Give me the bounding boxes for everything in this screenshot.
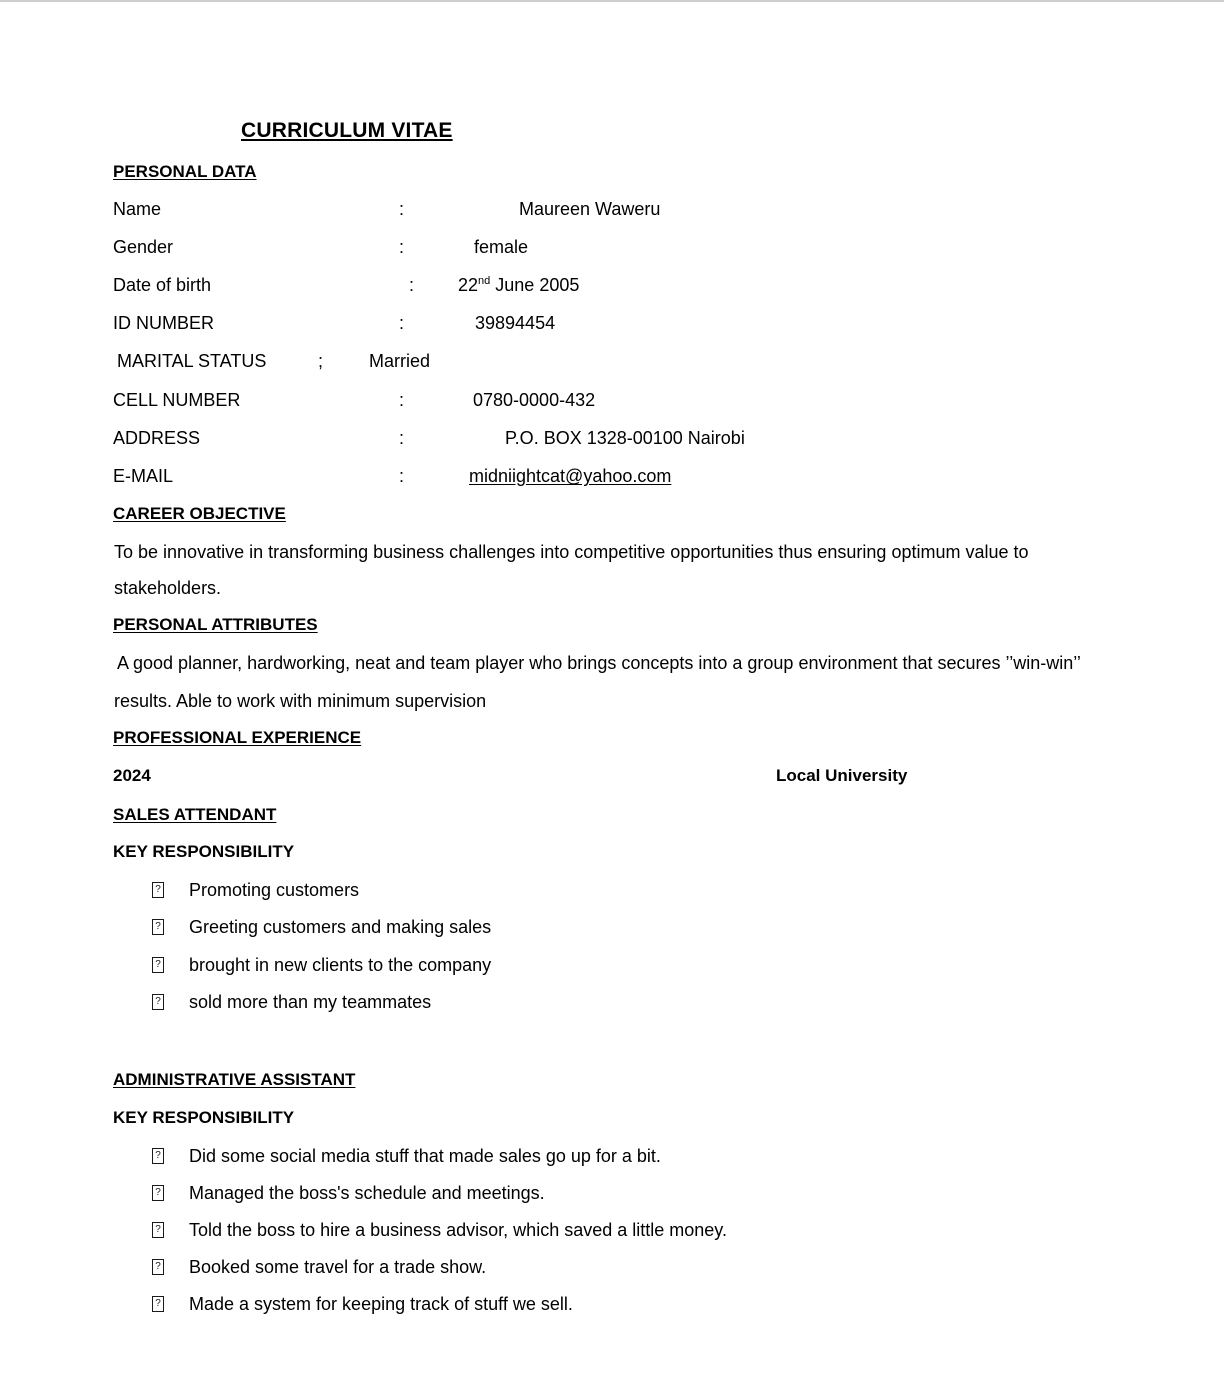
bullet-missing-glyph-icon: ? xyxy=(152,1185,164,1201)
field-row-marital-status xyxy=(0,351,1224,377)
field-value: Married xyxy=(369,351,431,371)
field-separator: : xyxy=(399,466,405,486)
field-label: ADDRESS xyxy=(113,428,201,448)
list-item xyxy=(0,955,1224,981)
list-item-label: Promoting customers xyxy=(189,880,360,900)
email-link[interactable]: midniightcat@yahoo.com xyxy=(469,466,672,486)
field-row-date-of-birth xyxy=(0,275,1224,301)
bullet-missing-glyph-icon: ? xyxy=(152,994,164,1010)
list-item-label: Told the boss to hire a business advisor, which saved a little money. xyxy=(189,1220,727,1240)
section-heading-career-objective: CAREER OBJECTIVE xyxy=(113,504,286,523)
field-separator: : xyxy=(409,275,415,295)
personal-attributes-line: A good planner, hardworking, neat and team player who brings concepts into a group environment that secures ’’win-win’’ xyxy=(117,653,1081,673)
career-objective-line: stakeholders. xyxy=(114,578,222,598)
list-item-label: brought in new clients to the company xyxy=(189,955,492,975)
field-label: ID NUMBER xyxy=(113,313,215,333)
field-label: E-MAIL xyxy=(113,466,174,486)
list-item xyxy=(0,1183,1224,1209)
field-separator: : xyxy=(399,237,405,257)
career-objective-line: To be innovative in transforming business challenges into competitive opportunities thus ensuring optimum value to xyxy=(114,542,1029,562)
field-row-gender xyxy=(0,237,1224,263)
section-heading-personal-attributes: PERSONAL ATTRIBUTES xyxy=(113,615,318,634)
field-separator: : xyxy=(399,313,405,333)
field-separator: : xyxy=(399,390,405,410)
field-separator: ; xyxy=(318,351,324,371)
field-value: P.O. BOX 1328-00100 Nairobi xyxy=(505,428,745,448)
bullet-missing-glyph-icon: ? xyxy=(152,957,164,973)
bullet-missing-glyph-icon: ? xyxy=(152,1148,164,1164)
field-row-id-number xyxy=(0,313,1224,339)
experience-position-title: ADMINISTRATIVE ASSISTANT xyxy=(113,1070,356,1089)
personal-attributes-line: results. Able to work with minimum supervision xyxy=(114,691,487,711)
bullet-missing-glyph-icon: ? xyxy=(152,1296,164,1312)
field-separator: : xyxy=(399,428,405,448)
list-item xyxy=(0,1146,1224,1172)
field-value-month-year: June 2005 xyxy=(490,275,580,295)
list-item xyxy=(0,1220,1224,1246)
field-label: CELL NUMBER xyxy=(113,390,241,410)
experience-position-title: SALES ATTENDANT xyxy=(113,805,277,824)
field-separator: : xyxy=(399,199,405,219)
list-item xyxy=(0,992,1224,1018)
field-value-day: 22 xyxy=(458,275,479,295)
field-row-name xyxy=(0,199,1224,225)
bullet-missing-glyph-icon: ? xyxy=(152,882,164,898)
field-label: MARITAL STATUS xyxy=(117,351,267,371)
list-item-label: sold more than my teammates xyxy=(189,992,432,1012)
experience-year: 2024 xyxy=(113,766,151,785)
list-item xyxy=(0,1257,1224,1283)
list-item-label: Made a system for keeping track of stuff we sell. xyxy=(189,1294,573,1314)
list-item-label: Greeting customers and making sales xyxy=(189,917,492,937)
field-row-cell-number xyxy=(0,390,1224,416)
list-item xyxy=(0,917,1224,943)
list-item xyxy=(0,880,1224,906)
list-item xyxy=(0,1294,1224,1320)
field-value: 0780-0000-432 xyxy=(473,390,596,410)
page-title: CURRICULUM VITAE xyxy=(241,119,453,142)
experience-organization: Local University xyxy=(776,766,908,785)
field-row-email xyxy=(0,466,1224,492)
field-value: 39894454 xyxy=(475,313,556,333)
list-item-label: Managed the boss's schedule and meetings. xyxy=(189,1183,545,1203)
section-heading-professional-experience: PROFESSIONAL EXPERIENCE xyxy=(113,728,362,747)
list-item-label: Did some social media stuff that made sales go up for a bit. xyxy=(189,1146,661,1166)
field-value-ordinal-suffix: nd xyxy=(478,275,491,287)
field-value: female xyxy=(474,237,529,257)
key-responsibility-heading: KEY RESPONSIBILITY xyxy=(113,1108,295,1127)
field-value: Maureen Waweru xyxy=(519,199,661,219)
bullet-missing-glyph-icon: ? xyxy=(152,919,164,935)
key-responsibility-heading: KEY RESPONSIBILITY xyxy=(113,842,295,861)
field-value xyxy=(458,275,579,296)
field-label: Name xyxy=(113,199,162,219)
field-label: Date of birth xyxy=(113,275,212,295)
field-row-address xyxy=(0,428,1224,454)
bullet-missing-glyph-icon: ? xyxy=(152,1259,164,1275)
section-heading-personal-data: PERSONAL DATA xyxy=(113,162,257,181)
field-label: Gender xyxy=(113,237,174,257)
bullet-missing-glyph-icon: ? xyxy=(152,1222,164,1238)
list-item-label: Booked some travel for a trade show. xyxy=(189,1257,487,1277)
